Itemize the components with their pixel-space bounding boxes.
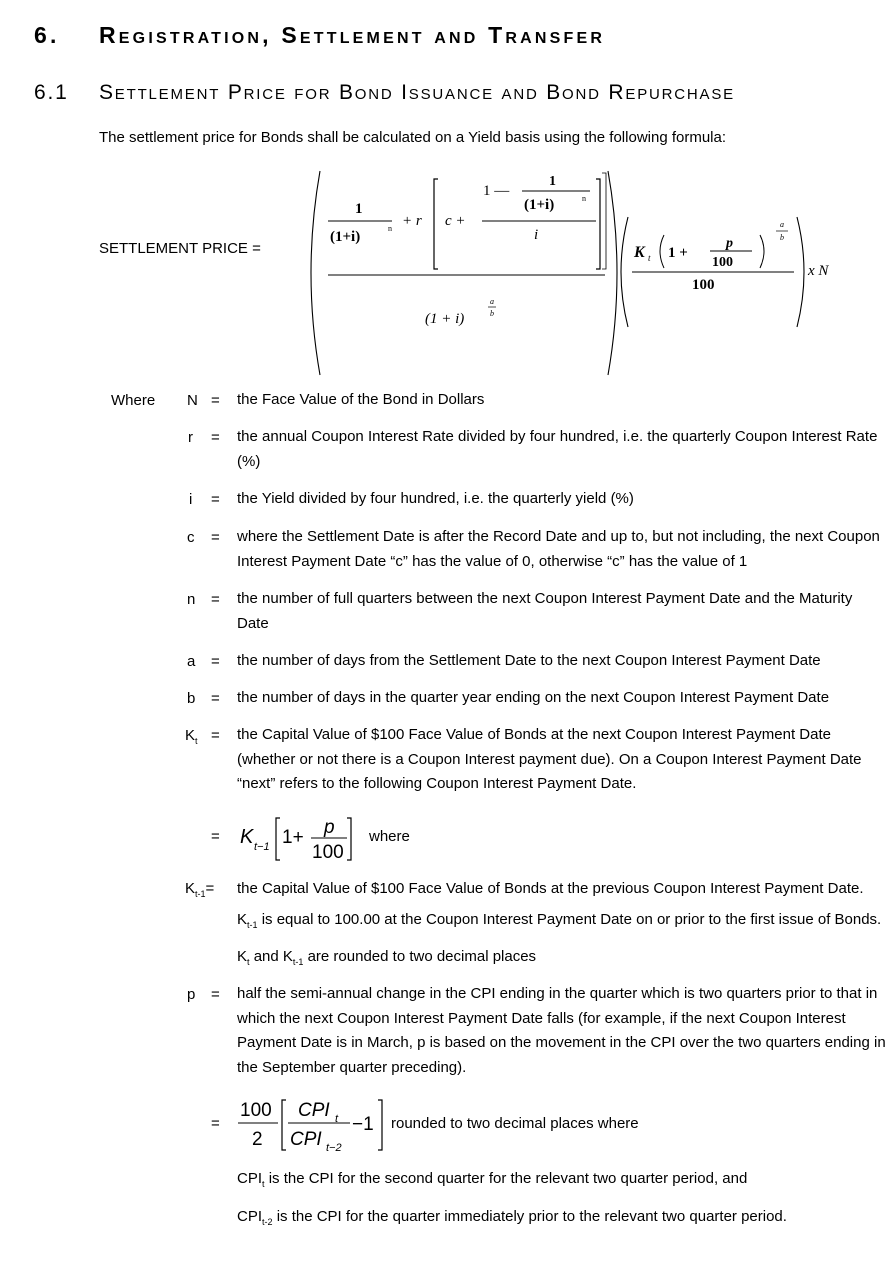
def-symbol-p: p bbox=[187, 986, 196, 1003]
def-equals: = bbox=[211, 986, 220, 1003]
c-plus: c + bbox=[445, 213, 466, 229]
def-equals: = bbox=[211, 392, 220, 409]
definition-text: where the Settlement Date is after the Record Date and up to, but not including, the next Coupon Interest Payment Date “c” has the value of 0, otherwise “c” has the value of 1 bbox=[237, 528, 880, 570]
one-minus: 1 — bbox=[483, 183, 510, 199]
def-symbol: N bbox=[187, 392, 198, 409]
kt-base: K bbox=[185, 727, 196, 744]
kt1-line3-rest: are rounded to two decimal places bbox=[303, 948, 537, 965]
def-symbol: c bbox=[187, 529, 195, 546]
frac1-exp-n: n bbox=[388, 224, 392, 233]
def-equals: = bbox=[211, 429, 220, 446]
kt1-equals: = bbox=[205, 880, 215, 897]
p-formula-hundred: 100 bbox=[240, 1100, 272, 1121]
section-number: 6. bbox=[34, 22, 60, 48]
cpi-note-1-rest: is the CPI for the second quarter for the relevant two quarter period, and bbox=[264, 1170, 748, 1187]
def-equals: = bbox=[211, 653, 220, 670]
p-formula-two: 2 bbox=[252, 1129, 263, 1150]
p-formula-rounded: rounded to two decimal places where bbox=[391, 1115, 639, 1132]
inner-i: i bbox=[534, 227, 539, 243]
formula-label: SETTLEMENT PRICE = bbox=[99, 240, 261, 257]
kt-formula-left-bracket bbox=[276, 818, 280, 860]
kt1-line2-sub: t-1 bbox=[247, 920, 258, 930]
kt1-line2 bbox=[237, 911, 881, 930]
def-symbol: a bbox=[187, 653, 196, 670]
def-symbol: b bbox=[187, 690, 196, 707]
def-symbol-kt bbox=[185, 727, 198, 746]
big-left-paren bbox=[311, 171, 320, 375]
settlement-formula bbox=[300, 165, 860, 380]
def-symbol: r bbox=[188, 429, 193, 446]
def-symbol: i bbox=[189, 491, 193, 508]
def-symbol: n bbox=[187, 591, 196, 608]
definition-text: the Face Value of the Bond in Dollars bbox=[237, 391, 485, 408]
frac-one: 1 bbox=[355, 201, 363, 217]
subsection-number: 6.1 bbox=[34, 81, 69, 104]
factor2-one-plus: 1 + bbox=[668, 245, 688, 261]
left-bracket bbox=[434, 179, 438, 269]
subsection-title: Settlement Price for Bond Issuance and Bond Repurchase bbox=[99, 81, 735, 104]
def-equals: = bbox=[211, 727, 220, 744]
p-formula-cpi-t2: CPI bbox=[290, 1129, 322, 1150]
denominator-exp-a: a bbox=[490, 297, 494, 306]
kt-sub: t bbox=[195, 736, 198, 746]
main-denominator: (1 + i) bbox=[425, 311, 465, 327]
factor2-right-paren bbox=[797, 217, 804, 327]
factor2-left-paren bbox=[621, 217, 628, 327]
kt1-line2-base: K bbox=[237, 911, 248, 928]
kt1-line3-mid: and K bbox=[249, 948, 293, 965]
frac1-denominator: (1+i) bbox=[330, 229, 361, 245]
kt-formula-hundred: 100 bbox=[312, 842, 344, 863]
where-label: Where bbox=[111, 392, 156, 409]
factor2-p: p bbox=[726, 236, 733, 251]
denominator-exp-b: b bbox=[490, 309, 494, 318]
def-equals: = bbox=[211, 690, 220, 707]
def-symbol-kt1 bbox=[185, 880, 214, 899]
p-formula-cpi-t: CPI bbox=[298, 1100, 330, 1121]
plus-r: + r bbox=[402, 213, 422, 229]
kt-formula-where: where bbox=[369, 828, 410, 845]
definition-text: the annual Coupon Interest Rate divided by four hundred, i.e. the quarterly Coupon Interest Rate (%) bbox=[237, 428, 878, 470]
def-equals: = bbox=[211, 591, 220, 608]
inner-exp-n: n bbox=[582, 194, 586, 203]
kt1-line2-rest: is equal to 100.00 at the Coupon Interest Payment Date on or prior to the first issue of Bonds. bbox=[257, 911, 882, 928]
definition-text: the number of days in the quarter year ending on the next Coupon Interest Payment Date bbox=[237, 689, 830, 706]
intro-paragraph: The settlement price for Bonds shall be calculated on a Yield basis using the following formula: bbox=[99, 129, 727, 146]
p-formula-right-bracket bbox=[378, 1100, 382, 1150]
kt1-line3-b-sub: t-1 bbox=[292, 957, 304, 967]
factor2-exp-a: a bbox=[780, 220, 784, 229]
definition-text: the Capital Value of $100 Face Value of Bonds at the next Coupon Interest Payment Date (whether or not there is a Coupon Interest payment due). On a Coupon Interest Payment Date “next” refers to the following Coupon Interest Payment Date. bbox=[237, 726, 862, 792]
right-bracket bbox=[596, 179, 600, 269]
times-n: x N bbox=[808, 263, 829, 279]
kt-formula-K: K bbox=[240, 826, 254, 848]
section-title-text: Registration, Settlement and Transfer bbox=[99, 22, 606, 48]
p-formula-minus-one: −1 bbox=[352, 1114, 374, 1135]
kt1-line3-a: K bbox=[237, 948, 248, 965]
kt-formula-sub: t−1 bbox=[254, 841, 270, 853]
factor2-sub-t: t bbox=[648, 253, 651, 263]
definition-text: the Yield divided by four hundred, i.e. the quarterly yield (%) bbox=[237, 490, 634, 507]
factor2-K: K bbox=[634, 244, 645, 261]
p-formula-equals: = bbox=[211, 1115, 220, 1132]
kt1-base: K bbox=[185, 880, 196, 897]
big-right-paren bbox=[608, 171, 617, 375]
p-formula-sub-t: t bbox=[335, 1113, 339, 1125]
outer-right-bracket bbox=[602, 173, 606, 269]
kt1-line3 bbox=[237, 948, 536, 967]
cpi-note-2-sub: t-2 bbox=[262, 1217, 273, 1227]
factor2-exp-b: b bbox=[780, 233, 784, 242]
kt1-line1: the Capital Value of $100 Face Value of Bonds at the previous Coupon Interest Payment Date. bbox=[237, 880, 864, 897]
p-formula-left-bracket bbox=[282, 1100, 286, 1150]
kt1-line3-a-sub: t bbox=[247, 957, 250, 967]
cpi-note-2-rest: is the CPI for the quarter immediately prior to the relevant two quarter period. bbox=[272, 1208, 787, 1225]
kt-formula-one-plus: 1+ bbox=[282, 827, 304, 848]
inner-one: 1 bbox=[549, 174, 556, 189]
cpi-note-1-sub: t bbox=[262, 1179, 265, 1189]
inner-left-paren bbox=[660, 235, 664, 268]
inner-denominator: (1+i) bbox=[524, 197, 555, 213]
kt-formula-right-bracket bbox=[347, 818, 351, 860]
definition-text: the number of full quarters between the next Coupon Interest Payment Date and the Maturity Date bbox=[237, 590, 853, 632]
p-formula-sub-t2: t−2 bbox=[326, 1142, 342, 1154]
def-equals: = bbox=[211, 529, 220, 546]
cpi-note-1 bbox=[237, 1170, 747, 1189]
kt-formula-p: p bbox=[324, 817, 335, 838]
factor2-hundred: 100 bbox=[692, 277, 715, 293]
section-title bbox=[99, 22, 605, 49]
cpi-note-2-base: CPI bbox=[237, 1208, 263, 1225]
p-formula bbox=[236, 1092, 396, 1156]
inner-right-paren bbox=[760, 235, 764, 268]
cpi-note-1-base: CPI bbox=[237, 1170, 263, 1187]
kt1-sub: t-1 bbox=[195, 889, 206, 899]
definition-text: the number of days from the Settlement Date to the next Coupon Interest Payment Date bbox=[237, 652, 821, 669]
def-equals: = bbox=[211, 491, 220, 508]
kt-formula-equals: = bbox=[211, 828, 220, 845]
definition-text-p: half the semi-annual change in the CPI ending in the quarter which is two quarters prior to that in which the next Coupon Interest Payment Date falls (for example, if the next Coupon Interest Payment Date is in March, p is based on the movement in the CPI over the two quarters ending in the September quarter preceding). bbox=[237, 985, 886, 1076]
factor2-hundred-small: 100 bbox=[712, 255, 733, 270]
cpi-note-2 bbox=[237, 1208, 787, 1227]
